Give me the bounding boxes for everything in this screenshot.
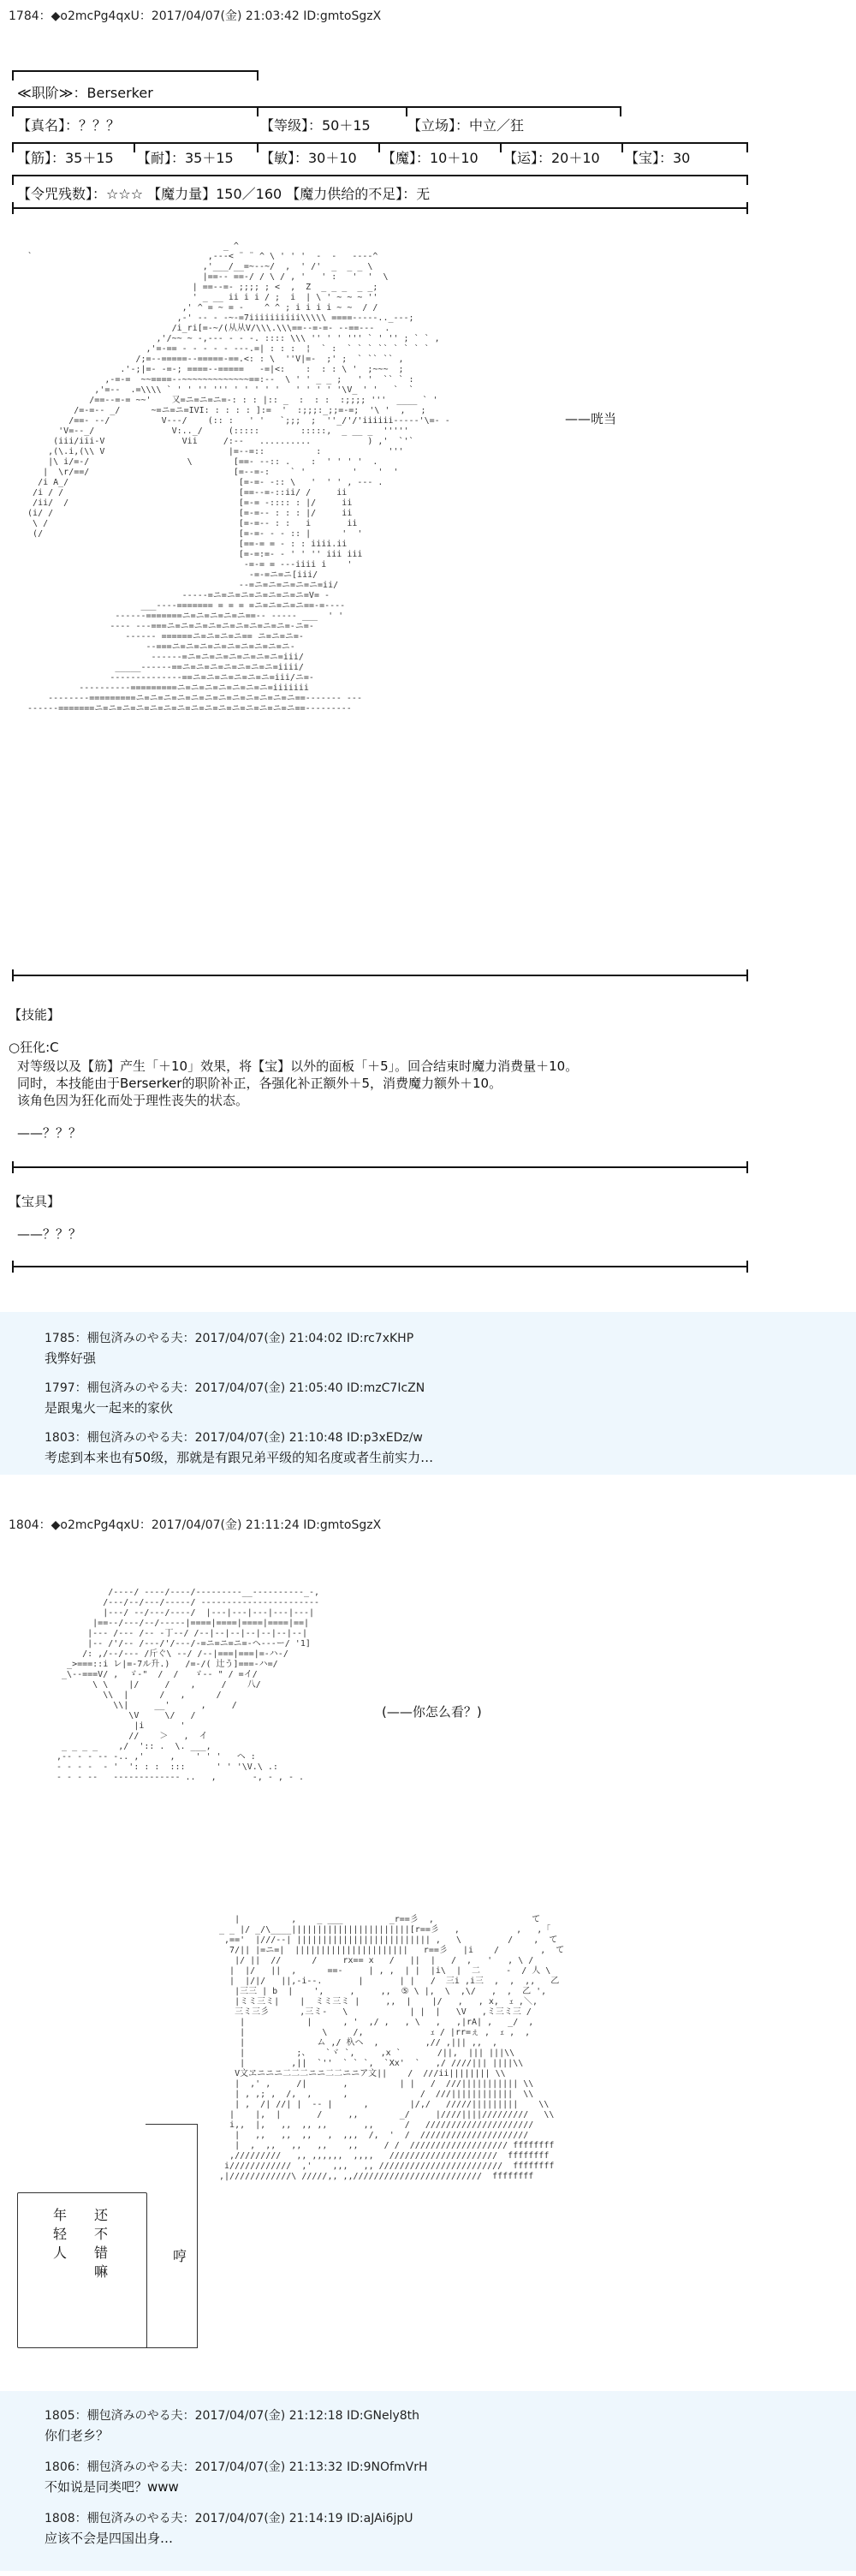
reply [45,2458,427,2496]
reply-header: 1808：棚包済みのやる夫：2017/04/07(金) 21:14:19 ID:aJAi6jpU [45,2512,413,2525]
section-title-noble-phantasm: 【宝具】 [9,1194,61,1209]
stat-np: 【宝】：30 [625,150,691,166]
post-header: 1784：◆o2mcPg4qxU：2017/04/07(金) 21:03:42 ID:gmtoSgzX [9,9,382,23]
stat-luck: 【运】：20＋10 [503,150,600,166]
divider [746,1161,748,1173]
reply-header: 1806：棚包済みのやる夫：2017/04/07(金) 21:13:32 ID:9NOfmVrH [45,2460,428,2474]
reply [45,1329,413,1367]
sound-effect-caption: ——咣当 [565,411,617,426]
reply-text: 是跟鬼火一起来的家伙 [45,1400,174,1416]
reply-text: 不如说是同类吧？www [45,2479,179,2495]
bubble-char: 年 [52,2207,67,2223]
divider [12,1261,14,1273]
bubble-char: 不 [93,2226,108,2242]
reply-text: 我弊好强 [45,1351,97,1366]
ascii-art-berserker: _ ^ ` ,---< ¨ ¨ ^ \ ' ' ' - - ----^ ,'___/__=~--~/ , ' /' _ _ _ \ |==-- ==-/ / \ / , ' ' : ' ' \ | ==--=- ;;;; ; < , Z _ _ _ _ _; ' _ __ ii i i / ; i | \ ' ~ ~ ~ '' ,' ^ = ~ = - ^ ^ ; i i i i ~ ~ / / ,-' -- - -~-=7iiiiiiiiii\\\\\ ====-----.._---; /i_ri[=-~/(从从V/\\\.\\\==--=-=- --==--- . ,'/~~ ~ -,--- - - -. :::: \\\ '' ' ' ''' ` ' '' ; ` ` , ,'=-== - - - - - ---.=| : : : ¦ ` : ` ` ` `` ` ` ` ` /;=--=====--=====-==.<: : \ ''V|=- ;' ; ` `` `` , .'-;|=- -=-; ====--===== -=|<: : : : \ ' ;~~~ ; ,-=-= ~~====--~~~~~~~~~~~~~==:-- \ ' ' _ _ ; ' ' `` ` : ,'=-- .=\\\\ ` ' ' '' ''' ' ' ' ' ' ' ' ' ' '\V_ ' ' ` ` /==--=-= ~~' 又=ニ=ニ=ニ=-: : : |:: _ : : : :;;;; ''' ____ ` ' /=-=-- _/ ~=ニ=ニ=IVI: : : : : ]:= ' :;;;:_;;=-=; '\ ' , ; /==- --/ V---/ (:: : ' ' `;;; ; ''_/'/'iiiiii-----'\=- - 'V=--_/ V:.._/ (::::: :::::, _ __ _ ''''' (iii/iii-V Vii /:-- .......... ) ,' `'` ,(\.i,(\\ V |=--=:: : ''' |\ i/=-/ \ [==- --:: . : ' ' ' ' . | \r/==/ [=--=-: ` ' ' ' ' /i A_/ [=-=- -:: \ ' ' ' , --- . /i / / [==--=-::ii/ / ii /ii/ / [=-= -:::: : |/ ii (i/ / [=-=-- : : : |/ ii \ / [=-=-- : : i ii (/ [=-=- - - :: | ' ' [==-= = - : : iiii.ii [=-=:=- - ' ' '' iii iii -=-= = ---iiii i ' -=-=ニ=ニ[iii/ --=ニ=ニ=ニ=ニ=ニ=ii/ -----=ニ=ニ=ニ=ニ=ニ=ニ=ニ=V= - ___----======= = = = =ニ=ニ=ニ=ニ==-=---- ------=======ニ=ニ=ニ=ニ=ニ==-- ----- ___ ' ' ---- ---===ニ=ニ=ニ=ニ=ニ=ニ=ニ=ニ=ニ=-ニ=- ------ ======ニ=ニ=ニ=ニ== ニ=ニ=ニ=- --===ニ=ニ=ニ=ニ=ニ=ニ=ニ=ニ=ニ- ------=ニ=ニ=ニ=ニ=ニ=ニ=ニ=iii/ _____------==ニ=ニ=ニ=ニ=ニ=ニ=ニ=iiii/ --------------==ニ=ニ=ニ=ニ=ニ=ニ=iii/ニ=- ----------=========ニ=ニ=ニ=ニ=ニ=ニ=ニ=iiiiiii --------=========ニ=ニ=ニ=ニ=ニ=ニ=ニ=ニ=ニ=ニ=ニ=ニ==------- --- ------=======ニ=ニ=ニ=ニ=ニ=ニ=ニ=ニ=ニ=ニ=ニ=ニ=ニ=ニ=ニ==--------- [27,242,450,713]
divider [12,1166,748,1168]
divider [12,207,748,209]
section-title-skills: 【技能】 [9,1007,61,1023]
bubble-char: 轻 [52,2226,67,2242]
divider [746,969,748,981]
status-level: 【等级】：50＋15 [260,117,371,134]
stat-agi: 【敏】：30＋10 [260,150,357,166]
divider [257,142,259,152]
reply-header: 1803：棚包済みのやる夫：2017/04/07(金) 21:10:48 ID:p3xEDz/w [45,1431,423,1445]
divider [12,175,14,185]
bubble-char: 嘛 [93,2263,108,2280]
divider [12,106,14,116]
speech-bubble-tail [146,2124,198,2348]
speech-bubble [17,2192,147,2348]
reply-block [0,2391,856,2571]
reply [45,2509,413,2547]
divider [12,1266,748,1267]
divider [257,106,259,116]
divider [620,106,621,116]
speech-line: (——你怎么看？) [382,1704,482,1720]
reply-text: 考虑到本来也有50级，那就是有跟兄弟平级的知名度或者生前实力… [45,1450,434,1465]
reply-text: 你们老乡？ [45,2428,110,2443]
divider [12,202,14,214]
reply-header: 1805：棚包済みのやる夫：2017/04/07(金) 21:12:18 ID:GNely8th [45,2409,420,2423]
bubble-char: 人 [52,2245,67,2261]
divider [746,1261,748,1273]
divider [12,1161,14,1173]
ascii-art-character-2: | , _ ___ _r==彡 , て _ _ |/ _/\____|||||||||||||||||||||||[r==彡 , , ,「 ,==' |///--| |||||||||||||||||||||||||| , \ / , て 7/|| |=ニ=| |||||||||||||||||||||| r==彡 |i / , て |/ || // / rx== x / || | / , ' , \ / | |/ || , ==- | , , | | |i\ | 二 - / 人 \ | |/|/ ||,-i--. | | | / 三i ,i三 , , ,, 乙 |三三 | b | ', , ,, ⑤ \ |, \ ,\/ , , 乙 ', |ミミ三ミ| | ミミ三ミ | ,, | |/ , , x, ｪ ,＼, 三ミ三彡 ,三ミ- \ | | | \V ,ミ三ミ三 / | | , ' ,/ , , \ , ,|rA| , _/ , | \ /, ｪ / |rr=ぇ , ｪ , , | ム ,/ 杁ヘ , ,// ,||| ,, , | ;、 `ヾ `, ,x ` /||, ||| |||\\ | ,|| `'' ` ` `, `Xx' ` ,/ ////||| ||||\\ V文ヱニニニ二二二ニニ二二ニニア文|| / ///ii|||||||| \\ | ,' , /| , | | / ///||||||||||| \\ | , ,; , /, , , / ///|||||||||||| \\ | , /| //| | -- | , |/,/ /////||||||||| \\ | |, | / ,, _/ |////||||///////// \\ i,, |, ,, ,, ,, ,, / ///////////////////// | ,, ,, ,, , ,,, /, ' / ///////////////////// | , ,, ,, ,, ,, / / /////////////////// ffffffff ,///////// ,, ,,,,,, ,,,, ///////////////////// ffffffff i//////////// ,' ,,, ,, //////////////////////// ffffffff ,|////////////\ /////,, ,,///////////////////////// ffffffff [219,1915,565,2181]
reply [45,1428,433,1466]
reply [45,2406,419,2444]
stat-str: 【筋】：35＋15 [17,150,114,166]
bubble-char: 还 [93,2207,108,2223]
divider [12,142,14,152]
divider [134,142,135,152]
divider [12,106,621,108]
divider [746,202,748,214]
divider [500,142,502,152]
divider [12,175,748,176]
skill-desc-line: 对等级以及【筋】产生「＋10」效果，将【宝】以外的面板「＋5」。回合结束时魔力消费量＋10。 [17,1058,579,1074]
reply-header: 1797：棚包済みのやる夫：2017/04/07(金) 21:05:40 ID:mzC7IcZN [45,1381,425,1395]
skill-unknown: ——？？？ [17,1125,82,1141]
post-header: 1804：◆o2mcPg4qxU：2017/04/07(金) 21:11:24 ID:gmtoSgzX [9,1518,382,1532]
status-alignment: 【立场】：中立／狂 [407,117,525,134]
ascii-art-character-1: /----/ ----/----/---------__----------_-, /---/--/---/-----/ ----------------------- |---/ --/---/----/ |---|---|---|---|---| |==--/---/--/-----|====|====|====|====|==| |--- /--- /-- -丁--/ /--|--|--|--|--|--|--| |-- /'/-- /---/'/---/-=ニ=ニ=ニ=-ヘ---ー/ '1] /: ,/--/--- /斤ぐ\ --/ /--|===|===|=-ハ-/ _>===::i レ|=-7ル升.) /=-/( 辻う]===-ハ=/ _\--===V/ , ゞ-" / / ゞ-- " / =イ/ \ \ |/ / , / 八/ \\ | / , / \\| __' , / \V \/ / |i ' // ＞ , イ _ _ _ _ ,/ ':: . \. ___, ,-- - - -- -.. ,' , ' ' ' ヘ : - - - - - ' ': : : ::: ' ' '\V.\ .: - - - -- ------------- .. , -, - , - . [56,1588,320,1782]
reply-text: 应该不会是四国出身… [45,2531,174,2546]
bubble-char: 哼 [172,2248,187,2264]
bubble-char: 错 [93,2245,108,2261]
reply-block [0,1312,856,1475]
divider [746,142,748,152]
skill-name: ○狂化:C [9,1040,59,1055]
skill-desc-line: 同时，本技能由于Berserker的职阶补正，各强化补正额外＋5，消费魔力额外＋10。 [17,1076,502,1091]
divider [621,142,623,152]
status-true-name: 【真名】：？？？ [17,117,121,134]
skill-desc-line: 该角色因为狂化而处于理性丧失的状态。 [17,1093,249,1108]
reply [45,1379,425,1416]
status-resources: 【令咒残数】：☆☆☆ 【魔力量】150／160 【魔力供给的不足】：无 [17,186,431,202]
divider [378,142,380,152]
divider [12,975,748,976]
divider [746,175,748,185]
divider [12,70,14,80]
stat-mgc: 【魔】：10＋10 [382,150,479,166]
np-unknown: ——？？？ [17,1226,82,1242]
divider [12,969,14,981]
divider [12,142,748,144]
reply-header: 1785：棚包済みのやる夫：2017/04/07(金) 21:04:02 ID:rc7xKHP [45,1332,414,1345]
class-label: ≪职阶≫：Berserker [17,85,153,101]
divider [12,70,259,72]
stat-end: 【耐】：35＋15 [137,150,234,166]
divider [257,70,259,80]
